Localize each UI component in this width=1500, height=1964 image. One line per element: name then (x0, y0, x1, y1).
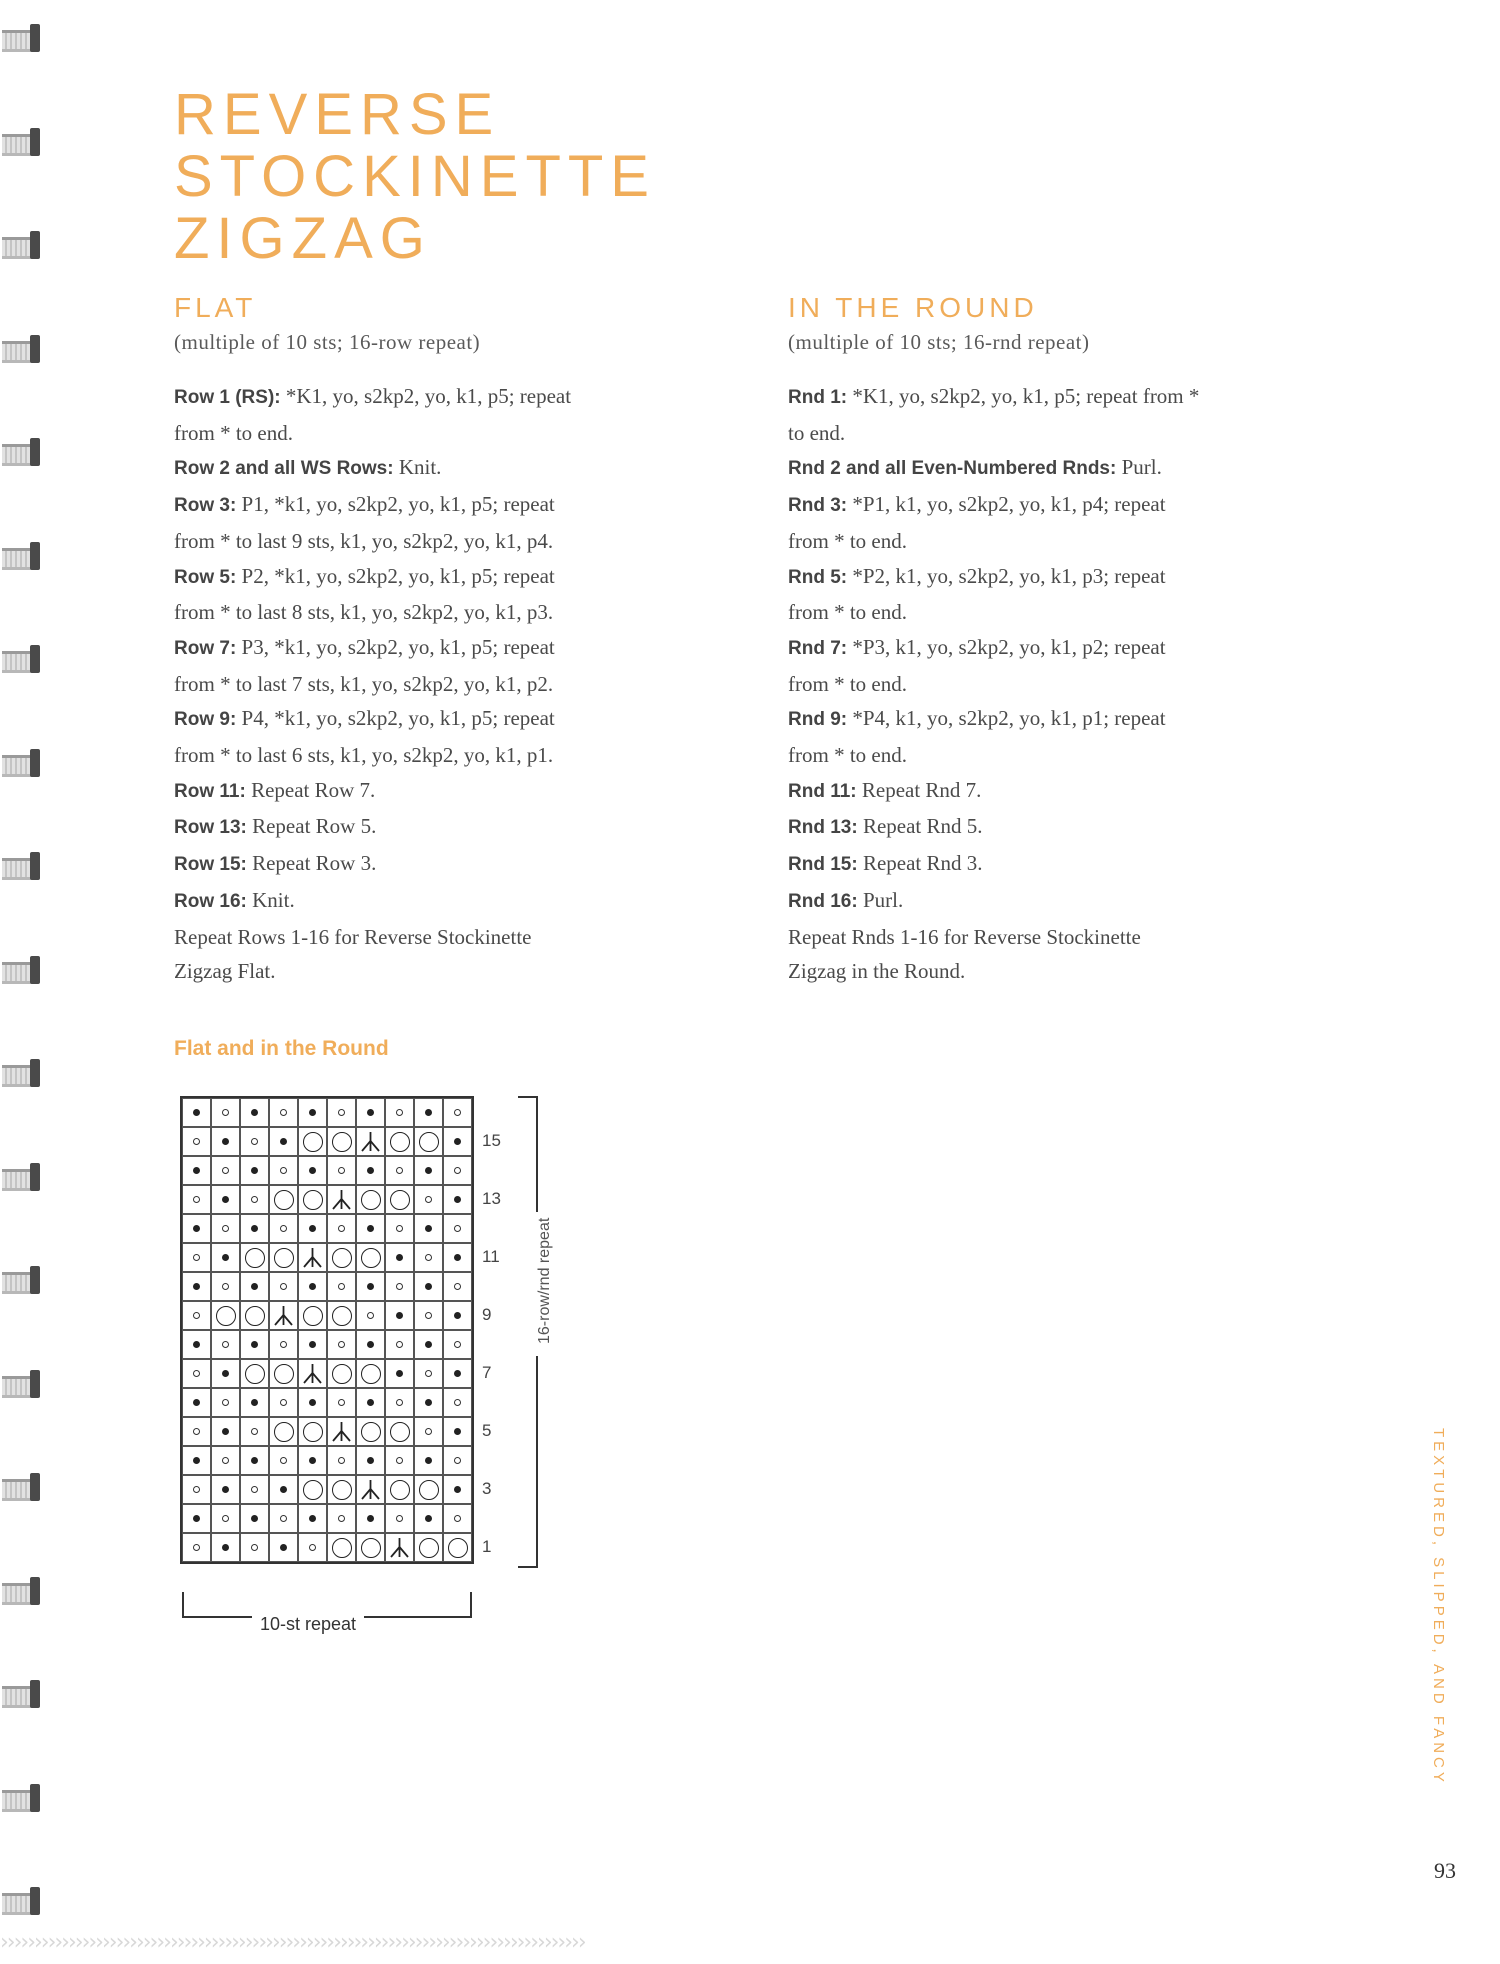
purl-cell (298, 1156, 327, 1185)
flat-row-label: Row 5: (174, 566, 237, 588)
purl-cell (211, 1272, 240, 1301)
purl-cell (443, 1388, 472, 1417)
round-line (788, 450, 1348, 487)
flat-line (174, 954, 714, 989)
yarn-over-cell (327, 1243, 356, 1272)
round-line (788, 630, 1348, 667)
purl-cell (269, 1475, 298, 1504)
purl-cell (356, 1156, 385, 1185)
flat-line (174, 883, 714, 920)
purl-cell (182, 1214, 211, 1243)
purl-cell (211, 1330, 240, 1359)
round-rows (788, 379, 1348, 989)
purl-cell (211, 1388, 240, 1417)
purl-cell (240, 1417, 269, 1446)
stitch-chart (180, 1096, 474, 1564)
yarn-over-cell (356, 1243, 385, 1272)
round-line (788, 954, 1348, 989)
yarn-over-cell (356, 1417, 385, 1446)
round-row-text: Repeat Rnd 5. (857, 814, 983, 839)
purl-cell (240, 1214, 269, 1243)
flat-row-text: Knit. (246, 887, 295, 912)
purl-cell (182, 1156, 211, 1185)
purl-cell (385, 1098, 414, 1127)
row-repeat-bracket (518, 1096, 538, 1568)
binding-coil (2, 229, 40, 261)
flat-line (174, 559, 714, 596)
purl-cell (327, 1330, 356, 1359)
purl-cell (269, 1098, 298, 1127)
purl-cell (182, 1475, 211, 1504)
flat-line (174, 487, 714, 524)
purl-cell (385, 1359, 414, 1388)
flat-row-label: Row 15: (174, 854, 247, 876)
purl-cell (385, 1243, 414, 1272)
purl-cell (327, 1388, 356, 1417)
purl-cell (211, 1214, 240, 1243)
purl-cell (356, 1272, 385, 1301)
title-line-2: STOCKINETTE (174, 144, 656, 209)
purl-cell (298, 1214, 327, 1243)
purl-cell (211, 1243, 240, 1272)
chart-row-number: 11 (482, 1247, 500, 1266)
chart-row-number: 3 (482, 1479, 492, 1498)
purl-cell (385, 1214, 414, 1243)
round-row-text: Repeat Rnd 3. (857, 851, 983, 876)
flat-row-text: Repeat Row 3. (246, 851, 377, 876)
flat-row-label: Row 13: (174, 817, 247, 839)
flat-instructions (174, 292, 714, 989)
binding-coil (2, 1161, 40, 1193)
binding-coil (2, 850, 40, 882)
purl-cell (385, 1388, 414, 1417)
chart-row-number: 7 (482, 1363, 492, 1382)
purl-cell (211, 1098, 240, 1127)
round-row-text: Purl. (857, 887, 904, 912)
purl-cell (298, 1272, 327, 1301)
yarn-over-cell (269, 1417, 298, 1446)
round-row-text: *P2, k1, yo, s2kp2, yo, k1, p3; repeat (847, 563, 1166, 588)
round-row-label: Rnd 13: (788, 817, 858, 839)
round-row-label: Rnd 3: (788, 495, 848, 517)
purl-cell (211, 1156, 240, 1185)
purl-cell (385, 1301, 414, 1330)
round-line (788, 379, 1348, 416)
yarn-over-cell (269, 1359, 298, 1388)
yarn-over-cell (356, 1533, 385, 1562)
purl-cell (327, 1446, 356, 1475)
round-line (788, 773, 1348, 810)
purl-cell (240, 1127, 269, 1156)
yarn-over-cell (385, 1475, 414, 1504)
spiral-binding (0, 0, 44, 1964)
round-subtitle: (multiple of 10 sts; 16-rnd repeat) (788, 330, 1090, 354)
flat-line (174, 630, 714, 667)
round-line (788, 846, 1348, 883)
purl-cell (327, 1098, 356, 1127)
purl-cell (356, 1388, 385, 1417)
yarn-over-cell (356, 1359, 385, 1388)
purl-cell (240, 1533, 269, 1562)
flat-row-label: Row 7: (174, 637, 237, 659)
yarn-over-cell (385, 1185, 414, 1214)
purl-cell (443, 1098, 472, 1127)
purl-cell (211, 1417, 240, 1446)
round-instructions (788, 292, 1348, 989)
round-line (788, 524, 1348, 559)
purl-cell (385, 1156, 414, 1185)
purl-cell (443, 1446, 472, 1475)
purl-cell (240, 1504, 269, 1533)
binding-coil (2, 333, 40, 365)
purl-cell (385, 1446, 414, 1475)
flat-row-text: P1, *k1, yo, s2kp2, yo, k1, p5; repeat (236, 492, 555, 517)
purl-cell (211, 1359, 240, 1388)
purl-cell (240, 1098, 269, 1127)
purl-cell (211, 1185, 240, 1214)
chart-row-number: 1 (482, 1537, 492, 1556)
flat-row-label: Row 11: (174, 780, 246, 802)
purl-cell (269, 1272, 298, 1301)
yarn-over-cell (298, 1301, 327, 1330)
title-line-1: REVERSE (174, 82, 501, 147)
yarn-over-cell (414, 1127, 443, 1156)
round-row-text: *P3, k1, yo, s2kp2, yo, k1, p2; repeat (847, 634, 1166, 659)
purl-cell (356, 1214, 385, 1243)
purl-cell (414, 1214, 443, 1243)
s2kp2-cell (356, 1127, 385, 1156)
purl-cell (182, 1359, 211, 1388)
flat-row-text: from * to end. (174, 420, 293, 445)
round-line (788, 809, 1348, 846)
flat-row-label: Row 1 (RS): (174, 387, 281, 408)
purl-cell (182, 1446, 211, 1475)
purl-cell (269, 1446, 298, 1475)
round-row-text: to end. (788, 420, 846, 445)
round-row-text: from * to end. (788, 671, 907, 696)
purl-cell (414, 1504, 443, 1533)
purl-cell (414, 1185, 443, 1214)
purl-cell (414, 1388, 443, 1417)
purl-cell (298, 1446, 327, 1475)
s2kp2-cell (385, 1533, 414, 1562)
binding-coil (2, 22, 40, 54)
round-row-label: Rnd 1: (788, 387, 848, 408)
purl-cell (240, 1156, 269, 1185)
binding-coil (2, 954, 40, 986)
binding-coil (2, 1678, 40, 1710)
yarn-over-cell (443, 1533, 472, 1562)
page-title (174, 84, 656, 270)
yarn-over-cell (327, 1359, 356, 1388)
purl-cell (443, 1156, 472, 1185)
purl-cell (211, 1504, 240, 1533)
flat-row-text: from * to last 9 sts, k1, yo, s2kp2, yo, k1, p4. (174, 528, 554, 553)
flat-row-text: Knit. (393, 455, 442, 480)
purl-cell (443, 1330, 472, 1359)
s2kp2-cell (356, 1475, 385, 1504)
yarn-over-cell (327, 1127, 356, 1156)
chart-row-number: 9 (482, 1305, 492, 1324)
flat-line (174, 809, 714, 846)
flat-line (174, 773, 714, 810)
yarn-over-cell (298, 1185, 327, 1214)
purl-cell (414, 1098, 443, 1127)
row-repeat-text: 16-row/rnd repeat (536, 1212, 554, 1350)
flat-subtitle: (multiple of 10 sts; 16-row repeat) (174, 330, 481, 354)
purl-cell (211, 1127, 240, 1156)
purl-cell (298, 1388, 327, 1417)
binding-coil (2, 1885, 40, 1917)
flat-line (174, 416, 714, 451)
round-row-text: Purl. (1116, 455, 1162, 480)
yarn-over-cell (327, 1475, 356, 1504)
purl-cell (443, 1243, 472, 1272)
round-row-text: Repeat Rnd 7. (856, 777, 982, 802)
round-row-label: Rnd 11: (788, 780, 857, 802)
footer-zigzag: ›››››››››››››››››››››››››››››››››››››››››››››››››››››››››››››››››››››››››››››››››››››› (0, 1930, 585, 1955)
purl-cell (414, 1156, 443, 1185)
round-row-text: from * to end. (788, 600, 907, 625)
flat-row-text: from * to last 6 sts, k1, yo, s2kp2, yo, k1, p1. (174, 743, 554, 768)
flat-line (174, 450, 714, 487)
flat-line (174, 595, 714, 630)
yarn-over-cell (356, 1185, 385, 1214)
flat-row-text: P2, *k1, yo, s2kp2, yo, k1, p5; repeat (236, 563, 555, 588)
yarn-over-cell (269, 1185, 298, 1214)
s2kp2-cell (327, 1185, 356, 1214)
binding-coil (2, 1264, 40, 1296)
chart-row-number: 15 (482, 1131, 501, 1150)
round-line (788, 487, 1348, 524)
round-row-text: Repeat Rnds 1-16 for Reverse Stockinette (788, 924, 1141, 949)
round-row-label: Rnd 7: (788, 637, 848, 659)
purl-cell (443, 1214, 472, 1243)
round-line (788, 701, 1348, 738)
s2kp2-cell (327, 1417, 356, 1446)
round-line (788, 883, 1348, 920)
purl-cell (182, 1127, 211, 1156)
purl-cell (269, 1214, 298, 1243)
purl-cell (240, 1185, 269, 1214)
flat-row-text: P4, *k1, yo, s2kp2, yo, k1, p5; repeat (236, 706, 555, 731)
yarn-over-cell (385, 1127, 414, 1156)
yarn-over-cell (327, 1533, 356, 1562)
purl-cell (182, 1272, 211, 1301)
flat-row-text: P3, *k1, yo, s2kp2, yo, k1, p5; repeat (236, 634, 555, 659)
flat-line (174, 701, 714, 738)
purl-cell (327, 1156, 356, 1185)
flat-row-text: from * to last 7 sts, k1, yo, s2kp2, yo, k1, p2. (174, 671, 554, 696)
flat-row-text: from * to last 8 sts, k1, yo, s2kp2, yo, k1, p3. (174, 600, 554, 625)
round-line (788, 920, 1348, 955)
chart-row-number: 5 (482, 1421, 492, 1440)
binding-coil (2, 747, 40, 779)
purl-cell (356, 1330, 385, 1359)
title-line-3: ZIGZAG (174, 206, 432, 271)
round-row-label: Rnd 9: (788, 709, 848, 731)
purl-cell (385, 1504, 414, 1533)
yarn-over-cell (385, 1417, 414, 1446)
round-row-label: Rnd 15: (788, 854, 858, 876)
yarn-over-cell (240, 1301, 269, 1330)
flat-line (174, 379, 714, 416)
binding-coil (2, 1782, 40, 1814)
flat-rows (174, 379, 714, 989)
flat-row-label: Row 16: (174, 890, 247, 912)
purl-cell (443, 1504, 472, 1533)
flat-row-label: Row 9: (174, 709, 237, 731)
round-line (788, 559, 1348, 596)
s2kp2-cell (269, 1301, 298, 1330)
binding-coil (2, 126, 40, 158)
purl-cell (414, 1417, 443, 1446)
purl-cell (182, 1533, 211, 1562)
flat-row-text: *K1, yo, s2kp2, yo, k1, p5; repeat (280, 384, 572, 408)
yarn-over-cell (211, 1301, 240, 1330)
row-repeat-label (536, 1217, 556, 1356)
yarn-over-cell (414, 1475, 443, 1504)
purl-cell (356, 1098, 385, 1127)
stitch-repeat-label: 10-st repeat (252, 1614, 364, 1635)
purl-cell (385, 1272, 414, 1301)
purl-cell (211, 1446, 240, 1475)
flat-heading: FLAT (174, 292, 257, 323)
round-row-text: *P1, k1, yo, s2kp2, yo, k1, p4; repeat (847, 492, 1166, 517)
s2kp2-cell (298, 1243, 327, 1272)
round-line (788, 738, 1348, 773)
purl-cell (182, 1098, 211, 1127)
binding-coil (2, 1368, 40, 1400)
flat-line (174, 524, 714, 559)
round-row-text: Zigzag in the Round. (788, 959, 966, 984)
round-row-text: *K1, yo, s2kp2, yo, k1, p5; repeat from * (847, 384, 1200, 408)
purl-cell (443, 1185, 472, 1214)
yarn-over-cell (240, 1243, 269, 1272)
yarn-over-cell (414, 1533, 443, 1562)
purl-cell (298, 1330, 327, 1359)
flat-line (174, 738, 714, 773)
purl-cell (414, 1272, 443, 1301)
purl-cell (211, 1475, 240, 1504)
round-row-text: from * to end. (788, 743, 907, 768)
purl-cell (443, 1359, 472, 1388)
round-line (788, 667, 1348, 702)
round-row-text: *P4, k1, yo, s2kp2, yo, k1, p1; repeat (847, 706, 1166, 731)
purl-cell (443, 1417, 472, 1446)
purl-cell (298, 1504, 327, 1533)
round-row-label: Rnd 16: (788, 890, 858, 912)
round-heading: IN THE ROUND (788, 292, 1038, 323)
purl-cell (182, 1388, 211, 1417)
yarn-over-cell (240, 1359, 269, 1388)
purl-cell (327, 1214, 356, 1243)
s2kp2-cell (298, 1359, 327, 1388)
flat-line (174, 667, 714, 702)
purl-cell (414, 1446, 443, 1475)
yarn-over-cell (298, 1127, 327, 1156)
purl-cell (269, 1504, 298, 1533)
purl-cell (240, 1330, 269, 1359)
flat-row-text: Zigzag Flat. (174, 959, 276, 984)
purl-cell (298, 1533, 327, 1562)
flat-row-text: Repeat Row 7. (245, 777, 376, 802)
round-line (788, 416, 1348, 451)
purl-cell (211, 1533, 240, 1562)
purl-cell (182, 1301, 211, 1330)
purl-cell (182, 1504, 211, 1533)
round-row-label: Rnd 2 and all Even-Numbered Rnds: (788, 458, 1117, 480)
binding-coil (2, 1471, 40, 1503)
yarn-over-cell (298, 1417, 327, 1446)
purl-cell (269, 1330, 298, 1359)
purl-cell (240, 1446, 269, 1475)
purl-cell (385, 1330, 414, 1359)
purl-cell (269, 1127, 298, 1156)
purl-cell (414, 1330, 443, 1359)
flat-line (174, 846, 714, 883)
flat-row-text: Repeat Rows 1-16 for Reverse Stockinette (174, 924, 532, 949)
flat-line (174, 920, 714, 955)
round-line (788, 595, 1348, 630)
purl-cell (269, 1156, 298, 1185)
purl-cell (443, 1475, 472, 1504)
page-number: 93 (1434, 1858, 1456, 1883)
chapter-tab: TEXTURED, SLIPPED, AND FANCY (1430, 1428, 1447, 1786)
binding-coil (2, 1575, 40, 1607)
binding-coil (2, 436, 40, 468)
purl-cell (327, 1504, 356, 1533)
chart-title: Flat and in the Round (174, 1037, 389, 1060)
purl-cell (356, 1301, 385, 1330)
flat-row-text: Repeat Row 5. (246, 814, 377, 839)
purl-cell (269, 1388, 298, 1417)
yarn-over-cell (298, 1475, 327, 1504)
purl-cell (240, 1388, 269, 1417)
purl-cell (182, 1185, 211, 1214)
purl-cell (298, 1098, 327, 1127)
purl-cell (240, 1272, 269, 1301)
purl-cell (414, 1359, 443, 1388)
purl-cell (414, 1301, 443, 1330)
round-row-label: Rnd 5: (788, 566, 848, 588)
round-row-text: from * to end. (788, 528, 907, 553)
purl-cell (327, 1272, 356, 1301)
purl-cell (443, 1127, 472, 1156)
binding-coil (2, 643, 40, 675)
chart-row-number: 13 (482, 1189, 501, 1208)
flat-row-label: Row 2 and all WS Rows: (174, 458, 394, 480)
purl-cell (356, 1446, 385, 1475)
binding-coil (2, 540, 40, 572)
purl-cell (443, 1272, 472, 1301)
purl-cell (269, 1533, 298, 1562)
purl-cell (182, 1417, 211, 1446)
purl-cell (356, 1504, 385, 1533)
yarn-over-cell (327, 1301, 356, 1330)
purl-cell (182, 1330, 211, 1359)
yarn-over-cell (269, 1243, 298, 1272)
purl-cell (443, 1301, 472, 1330)
flat-row-label: Row 3: (174, 495, 237, 517)
purl-cell (240, 1475, 269, 1504)
purl-cell (414, 1243, 443, 1272)
purl-cell (182, 1243, 211, 1272)
binding-coil (2, 1057, 40, 1089)
